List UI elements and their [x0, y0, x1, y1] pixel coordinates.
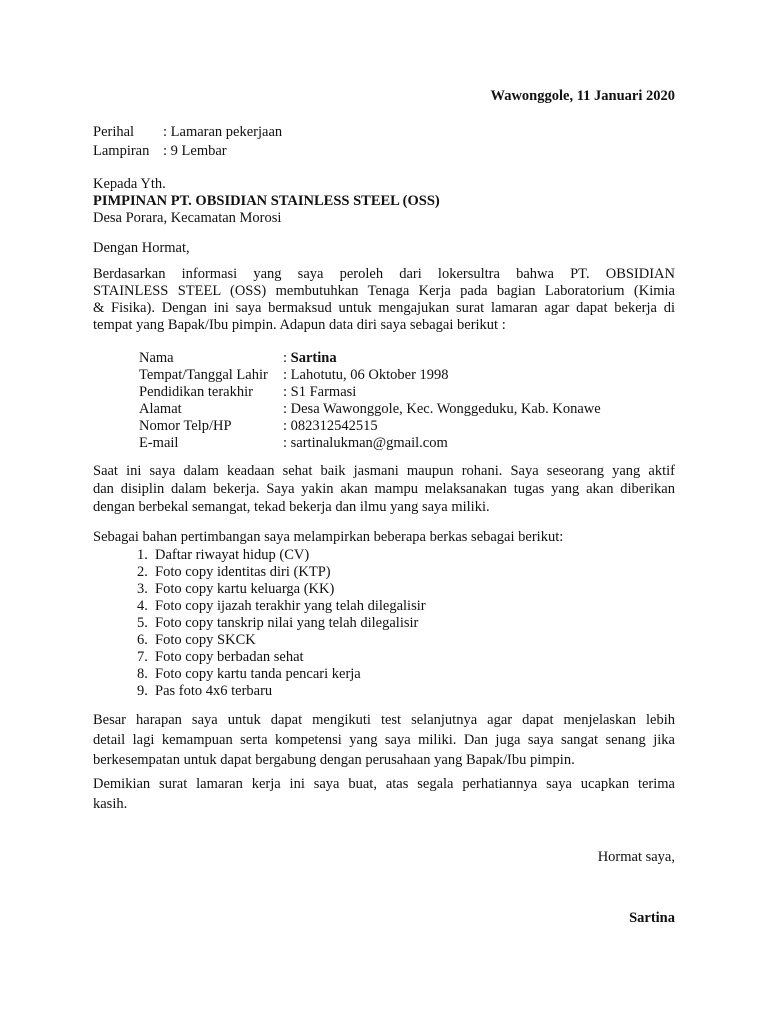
intro-line: STAINLESS STEEL (OSS) membutuhkan Tenaga Kerja pada bagian Laboratorium (Kimia	[93, 283, 675, 299]
data-label: Pendidikan terakhir	[139, 384, 253, 400]
data-value: : 082312542515	[283, 418, 378, 434]
perihal-label: Perihal	[93, 124, 135, 140]
intro-line: Berdasarkan informasi yang saya peroleh dari lokersultra bahwa PT. OBSIDIAN	[93, 266, 675, 282]
data-value-name: Sartina	[290, 350, 337, 366]
lampiran-value: : 9 Lembar	[163, 143, 227, 159]
closing-line: Demikian surat lamaran kerja ini saya buat, atas segala perhatiannya saya ucapkan terima	[93, 776, 675, 792]
intro-line: tempat yang Bapak/Ibu pimpin. Adapun data diri saya sebagai berikut :	[93, 317, 506, 333]
data-label: Tempat/Tanggal Lahir	[139, 367, 268, 383]
recipient-salutation: Kepada Yth.	[93, 176, 166, 192]
data-label: Nomor Telp/HP	[139, 418, 232, 434]
closing-line: kasih.	[93, 796, 128, 812]
signature-name: Sartina	[629, 910, 675, 926]
data-value: : S1 Farmasi	[283, 384, 357, 400]
greeting: Dengan Hormat,	[93, 240, 190, 256]
data-value: : sartinalukman@gmail.com	[283, 435, 448, 451]
health-paragraph	[93, 462, 675, 516]
hope-line: berkesempatan untuk dapat bergabung dengan perusahaan yang Bapak/Ibu pimpin.	[93, 752, 575, 768]
health-line: Saat ini saya dalam keadaan sehat baik jasmani maupun rohani. Saya seseorang yang aktif	[93, 463, 675, 479]
health-line: dan disiplin dalam bekerja. Saya yakin akan mampu melaksanakan tugas yang akan diberikan	[93, 481, 675, 497]
closing-paragraph	[93, 774, 675, 814]
data-label: Nama	[139, 350, 174, 366]
intro-line: & Fisika). Dengan ini saya bermaksud untuk mengajukan surat lamaran agar dapat bekerja di	[93, 300, 675, 316]
data-value: : Lahotutu, 06 Oktober 1998	[283, 367, 449, 383]
lampiran-label: Lampiran	[93, 143, 150, 159]
place-date: Wawonggole, 11 Januari 2020	[490, 88, 675, 104]
attachments-intro: Sebagai bahan pertimbangan saya melampirkan beberapa berkas sebagai berikut:	[93, 529, 564, 545]
recipient-name: PIMPINAN PT. OBSIDIAN STAINLESS STEEL (OSS)	[93, 193, 440, 209]
hope-line: detail lagi kemampuan serta kompetensi yang saya miliki. Dan juga saya sangat senang jika	[93, 732, 675, 748]
intro-paragraph	[93, 266, 675, 334]
sign-off: Hormat saya,	[597, 849, 675, 865]
data-label: Alamat	[139, 401, 182, 417]
health-line: dengan berbekal semangat, tekad bekerja dan ilmu yang saya miliki.	[93, 499, 490, 515]
perihal-value: : Lamaran pekerjaan	[163, 124, 283, 140]
hope-line: Besar harapan saya untuk dapat mengikuti test selanjutnya agar dapat menjelaskan lebih	[93, 712, 675, 728]
recipient-address: Desa Porara, Kecamatan Morosi	[93, 210, 282, 226]
data-value: : Sartina	[283, 350, 337, 366]
hope-paragraph	[93, 710, 675, 770]
letter-page: Wawonggole, 11 Januari 2020 Perihal : Lamaran pekerjaan Lampiran : 9 Lembar Kepada Yth. PIMPINAN PT. OBSIDIAN STAINLESS STEEL (OSS) Desa Porara, Kecamatan Morosi Dengan Hormat, Berdasarkan informasi yang saya peroleh dari lokersultra bahwa PT. OBSIDIAN STAINLESS STEEL (OSS) membutuhkan Tenaga Kerja pada bagian Laboratorium (Kimia & Fisika). Dengan ini saya bermaksud untuk mengajukan surat lamaran agar dapat bekerja di tempat yang Bapak/Ibu pimpin. Adapun data diri saya sebagai berikut : Nama : Sartina Tempat/Tanggal Lahir : Lahotutu, 06 Oktober 1998 Pendidikan terakhir : S1 Farmasi Alamat : Desa Wawonggole, Kec. Wonggeduku, Kab. Konawe Nomor Telp/HP : 082312542515 E-mail : sartinalukman@gmail.com Saat ini saya dalam keadaan sehat baik jasmani maupun rohani. Saya seseorang yang aktif dan disiplin dalam bekerja. Saya yakin akan mampu melaksanakan tugas yang akan diberikan dengan berbekal semangat, tekad bekerja dan ilmu yang saya miliki. Sebagai bahan pertimbangan saya melampirkan beberapa berkas sebagai berikut: 1. Daftar riwayat hidup (CV) 2. Foto copy identitas diri (KTP) 3. Foto copy kartu keluarga (KK) 4. Foto copy ijazah terakhir yang telah dilegalisir 5. Foto copy tanskrip nilai yang telah dilegalisir 6. Foto copy SKCK 7. Foto copy berbadan sehat 8. Foto copy kartu tanda pencari kerja 9. Pas foto 4x6 terbaru Besar harapan saya untuk dapat mengikuti test selanjutnya agar dapat menjelaskan lebih detail lagi kemampuan serta kompetensi yang saya miliki. Dan juga saya sangat senang jika berkesempatan untuk dapat bergabung dengan perusahaan yang Bapak/Ibu pimpin. Demikian surat lamaran kerja ini saya buat, atas segala perhatiannya saya ucapkan terima kasih. Hormat saya, Sartina	[93, 88, 675, 926]
data-label: E-mail	[139, 435, 179, 451]
data-value: : Desa Wawonggole, Kec. Wonggeduku, Kab. Konawe	[283, 401, 601, 417]
